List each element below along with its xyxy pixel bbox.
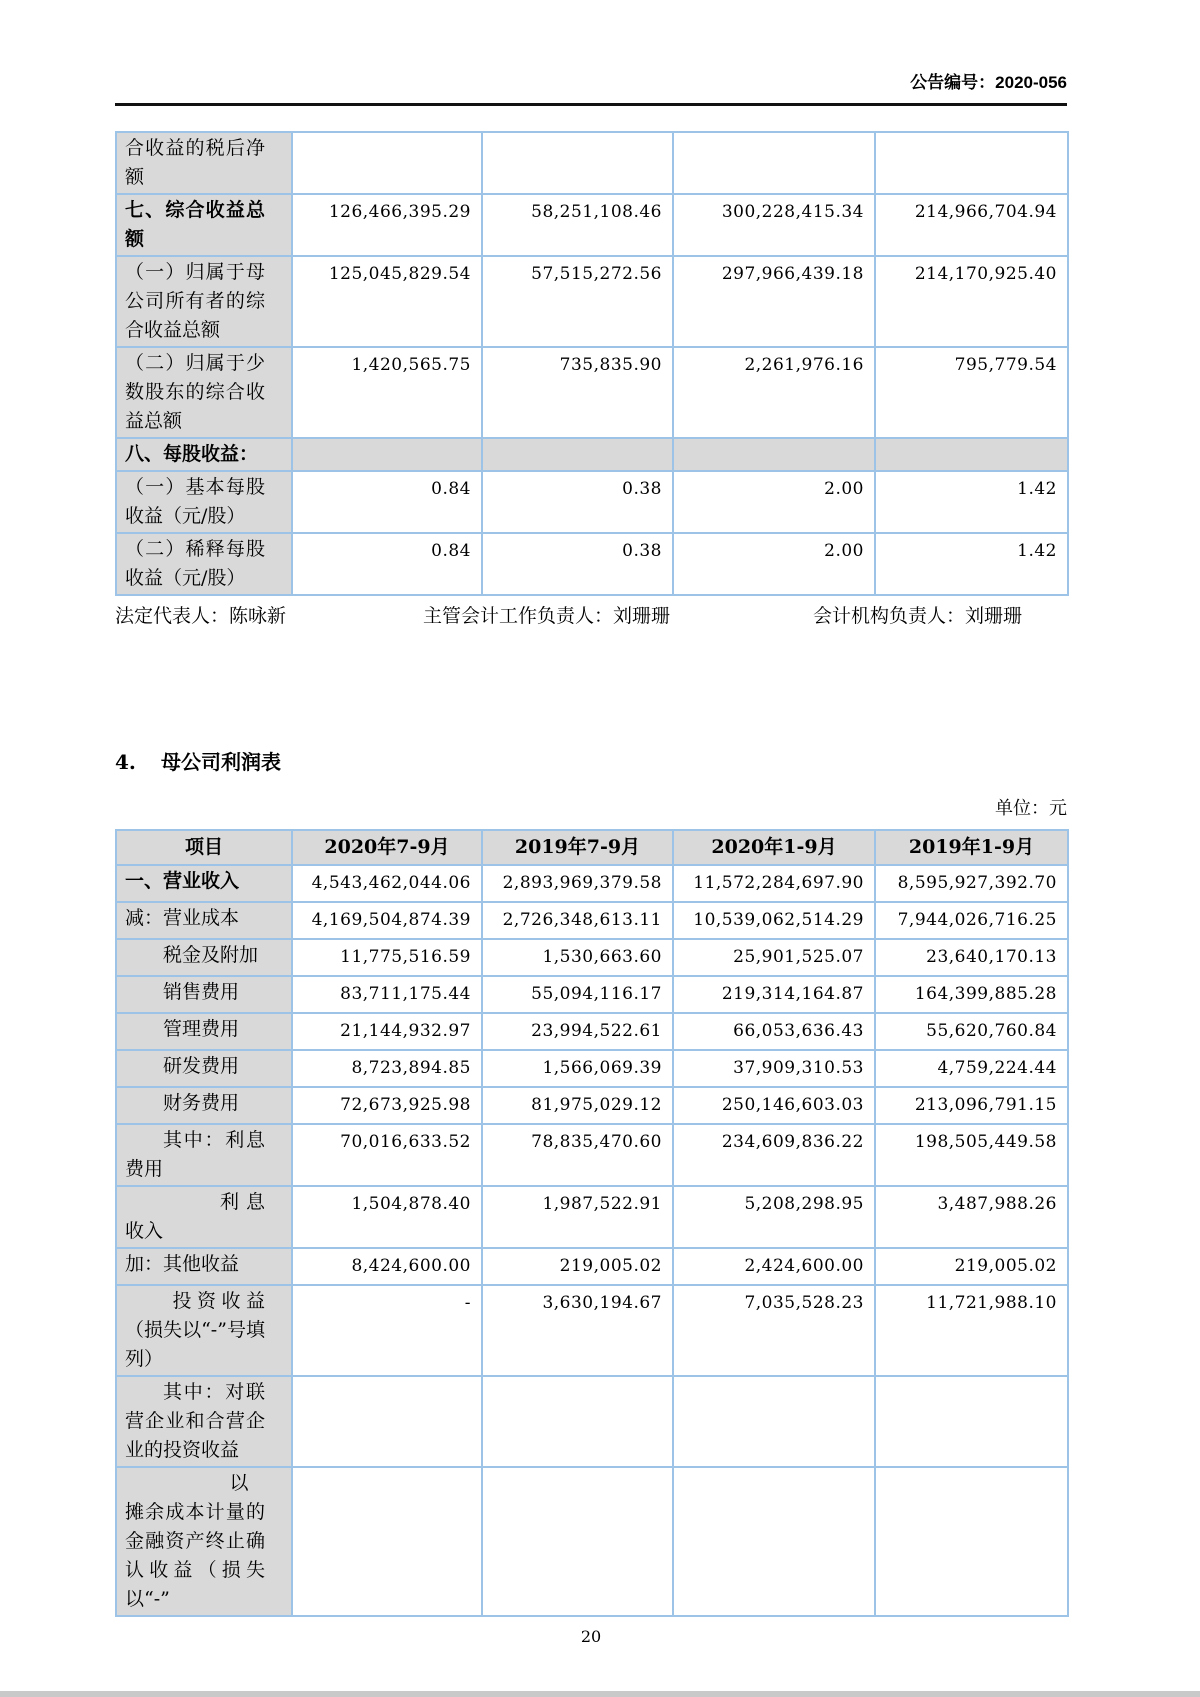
column-header: 2019年7-9月: [482, 830, 673, 865]
value-cell: 2,261,976.16: [673, 347, 875, 438]
accounting-chief: 主管会计工作负责人：刘珊珊: [423, 605, 671, 627]
table-row: [116, 976, 1068, 1013]
value-cell: [292, 1467, 482, 1616]
row-label-cell: （二）稀释每股收益（元/股）: [116, 533, 292, 595]
value-cell: [875, 438, 1068, 471]
section-title-text: 母公司利润表: [161, 750, 281, 774]
table-row: [116, 1467, 1068, 1616]
page-bottom-edge: [0, 1691, 1200, 1697]
table-row: [116, 902, 1068, 939]
value-cell: 5,208,298.95: [673, 1186, 875, 1248]
table-row: [116, 1376, 1068, 1467]
row-label-cell: 管理费用: [116, 1013, 292, 1050]
column-header: 2020年1-9月: [673, 830, 875, 865]
table-row: [116, 1087, 1068, 1124]
value-cell: 1,504,878.40: [292, 1186, 482, 1248]
value-cell: 66,053,636.43: [673, 1013, 875, 1050]
value-cell: 735,835.90: [482, 347, 673, 438]
unit-label: 单位：元: [995, 798, 1067, 819]
value-cell: [292, 1376, 482, 1467]
table-row: [116, 533, 1068, 595]
value-cell: 214,966,704.94: [875, 194, 1068, 256]
value-cell: 72,673,925.98: [292, 1087, 482, 1124]
value-cell: 795,779.54: [875, 347, 1068, 438]
value-cell: [482, 1467, 673, 1616]
table-row: [116, 1050, 1068, 1087]
value-cell: [482, 438, 673, 471]
value-cell: 164,399,885.28: [875, 976, 1068, 1013]
value-cell: 126,466,395.29: [292, 194, 482, 256]
row-label-cell: 其中：利息费用: [116, 1124, 292, 1186]
value-cell: 37,909,310.53: [673, 1050, 875, 1087]
value-cell: 2,424,600.00: [673, 1248, 875, 1285]
table-row: [116, 438, 1068, 471]
value-cell: [292, 438, 482, 471]
value-cell: 11,572,284,697.90: [673, 865, 875, 902]
row-label-cell: 税金及附加: [116, 939, 292, 976]
value-cell: 23,994,522.61: [482, 1013, 673, 1050]
table-row: [116, 132, 1068, 194]
table-row: [116, 256, 1068, 347]
value-cell: [482, 1376, 673, 1467]
value-cell: 2,893,969,379.58: [482, 865, 673, 902]
table-row: [116, 1186, 1068, 1248]
value-cell: [482, 132, 673, 194]
table-row: [116, 1013, 1068, 1050]
parent-income-statement-table: [115, 829, 1069, 1617]
parent-income-statement-table-body: [116, 865, 1068, 1616]
section-title: [115, 749, 1067, 775]
value-cell: 7,035,528.23: [673, 1285, 875, 1376]
value-cell: 55,620,760.84: [875, 1013, 1068, 1050]
column-header: 2020年7-9月: [292, 830, 482, 865]
value-cell: 57,515,272.56: [482, 256, 673, 347]
row-label-cell: 投资收益（损失以“-”号填列）: [116, 1285, 292, 1376]
row-label-cell: 加：其他收益: [116, 1248, 292, 1285]
value-cell: 1,420,565.75: [292, 347, 482, 438]
value-cell: 4,759,224.44: [875, 1050, 1068, 1087]
row-label-cell: 一、营业收入: [116, 865, 292, 902]
value-cell: 8,424,600.00: [292, 1248, 482, 1285]
row-label-cell: 利息收入: [116, 1186, 292, 1248]
table-row: [116, 939, 1068, 976]
value-cell: 8,595,927,392.70: [875, 865, 1068, 902]
value-cell: 58,251,108.46: [482, 194, 673, 256]
comprehensive-income-table-body: [116, 132, 1068, 595]
value-cell: [673, 438, 875, 471]
value-cell: 3,487,988.26: [875, 1186, 1068, 1248]
value-cell: 213,096,791.15: [875, 1087, 1068, 1124]
column-header: 项目: [116, 830, 292, 865]
doc-number: 公告编号：2020-056: [910, 73, 1067, 92]
row-label-cell: 销售费用: [116, 976, 292, 1013]
value-cell: 0.84: [292, 471, 482, 533]
table-row: [116, 1248, 1068, 1285]
value-cell: 234,609,836.22: [673, 1124, 875, 1186]
value-cell: 1,530,663.60: [482, 939, 673, 976]
value-cell: 219,005.02: [875, 1248, 1068, 1285]
value-cell: 83,711,175.44: [292, 976, 482, 1013]
value-cell: 300,228,415.34: [673, 194, 875, 256]
value-cell: 8,723,894.85: [292, 1050, 482, 1087]
row-label-cell: （一）归属于母公司所有者的综合收益总额: [116, 256, 292, 347]
row-label-cell: （二）归属于少数股东的综合收益总额: [116, 347, 292, 438]
value-cell: 4,169,504,874.39: [292, 902, 482, 939]
value-cell: [875, 1467, 1068, 1616]
value-cell: 11,721,988.10: [875, 1285, 1068, 1376]
value-cell: [673, 1467, 875, 1616]
signatories-row: [115, 603, 1067, 631]
row-label-cell: 八、每股收益：: [116, 438, 292, 471]
table-row: [116, 194, 1068, 256]
table-row: [116, 471, 1068, 533]
row-label-cell: 其中：对联营企业和合营企业的投资收益: [116, 1376, 292, 1467]
value-cell: 214,170,925.40: [875, 256, 1068, 347]
table-row: [116, 865, 1068, 902]
row-label-cell: 减：营业成本: [116, 902, 292, 939]
value-cell: 0.84: [292, 533, 482, 595]
value-cell: 1.42: [875, 533, 1068, 595]
value-cell: -: [292, 1285, 482, 1376]
value-cell: 21,144,932.97: [292, 1013, 482, 1050]
legal-representative: 法定代表人：陈咏新: [115, 605, 287, 627]
header-rule: [115, 103, 1067, 106]
value-cell: 23,640,170.13: [875, 939, 1068, 976]
value-cell: 10,539,062,514.29: [673, 902, 875, 939]
row-label-cell: 以摊余成本计量的金融资产终止确认收益（损失以“-”: [116, 1467, 292, 1616]
value-cell: 4,543,462,044.06: [292, 865, 482, 902]
value-cell: [875, 1376, 1068, 1467]
table-row: [116, 1124, 1068, 1186]
value-cell: 2.00: [673, 471, 875, 533]
value-cell: 219,005.02: [482, 1248, 673, 1285]
table-row: [116, 1285, 1068, 1376]
comprehensive-income-table: [115, 131, 1069, 596]
value-cell: 78,835,470.60: [482, 1124, 673, 1186]
column-header: 2019年1-9月: [875, 830, 1068, 865]
value-cell: 198,505,449.58: [875, 1124, 1068, 1186]
value-cell: [292, 132, 482, 194]
value-cell: 1,566,069.39: [482, 1050, 673, 1087]
value-cell: 250,146,603.03: [673, 1087, 875, 1124]
value-cell: 219,314,164.87: [673, 976, 875, 1013]
value-cell: 297,966,439.18: [673, 256, 875, 347]
accounting-org-head: 会计机构负责人：刘珊珊: [813, 605, 1023, 627]
value-cell: [875, 132, 1068, 194]
value-cell: 0.38: [482, 533, 673, 595]
value-cell: 2,726,348,613.11: [482, 902, 673, 939]
value-cell: [673, 1376, 875, 1467]
table-row: [116, 347, 1068, 438]
value-cell: [673, 132, 875, 194]
row-label-cell: 财务费用: [116, 1087, 292, 1124]
value-cell: 7,944,026,716.25: [875, 902, 1068, 939]
value-cell: 125,045,829.54: [292, 256, 482, 347]
row-label-cell: 合收益的税后净额: [116, 132, 292, 194]
row-label-cell: （一）基本每股收益（元/股）: [116, 471, 292, 533]
value-cell: 11,775,516.59: [292, 939, 482, 976]
page-content: [115, 0, 1067, 1648]
table-header-row: [116, 830, 1068, 865]
value-cell: 2.00: [673, 533, 875, 595]
row-label-cell: 七、综合收益总额: [116, 194, 292, 256]
value-cell: 3,630,194.67: [482, 1285, 673, 1376]
value-cell: 55,094,116.17: [482, 976, 673, 1013]
value-cell: 70,016,633.52: [292, 1124, 482, 1186]
value-cell: 1,987,522.91: [482, 1186, 673, 1248]
value-cell: 25,901,525.07: [673, 939, 875, 976]
section-number: 4.: [115, 750, 136, 774]
row-label-cell: 研发费用: [116, 1050, 292, 1087]
value-cell: 0.38: [482, 471, 673, 533]
page-number: 20: [580, 1627, 602, 1646]
value-cell: 1.42: [875, 471, 1068, 533]
value-cell: 81,975,029.12: [482, 1087, 673, 1124]
